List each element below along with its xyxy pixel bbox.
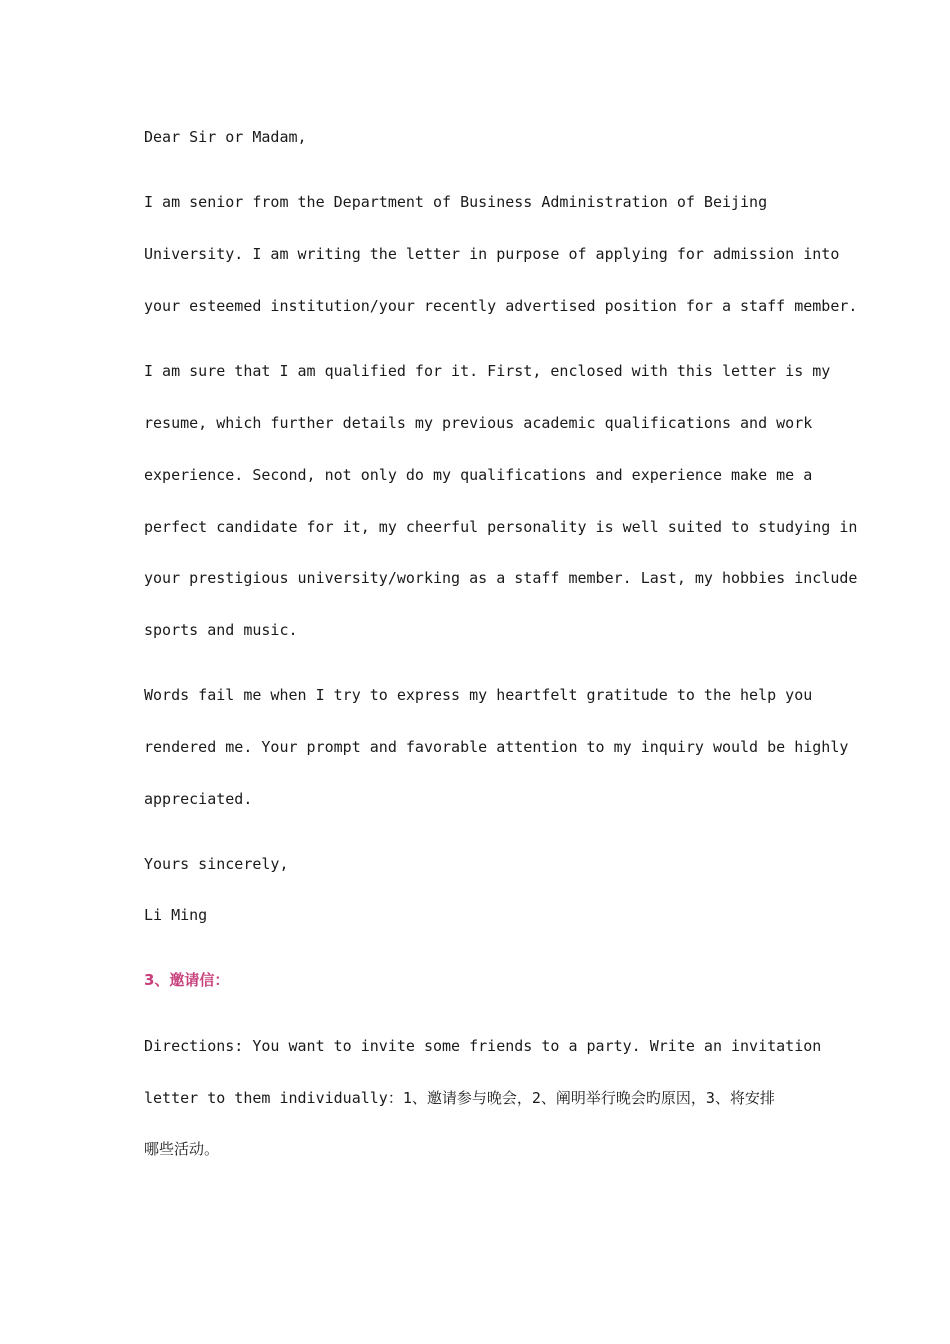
paragraph2-line-4: perfect candidate for it, my cheerful personality is well suited to studying in — [144, 518, 858, 536]
paragraph2-line-1: I am sure that I am qualified for it. First, enclosed with this letter is my — [144, 362, 831, 380]
paragraph3-line-1: Words fail me when I try to express my heartfelt gratitude to the help you — [144, 686, 813, 704]
paragraph2-line-5: your prestigious university/working as a staff member. Last, my hobbies include — [144, 569, 858, 587]
paragraph1-line-1: I am senior from the Department of Business Administration of Beijing — [144, 193, 768, 211]
paragraph3-line-2: rendered me. Your prompt and favorable attention to my inquiry would be highly — [144, 738, 849, 756]
paragraph2-line-6: sports and music. — [144, 621, 298, 639]
paragraph1-line-3: your esteemed institution/your recently advertised position for a staff member. — [144, 297, 858, 315]
paragraph2-line-2: resume, which further details my previous academic qualifications and work — [144, 414, 813, 432]
directions-line-2: letter to them individually：1、邀请参与晚会，2、阐明举行晚会旳原因，3、将安排 — [144, 1089, 775, 1107]
paragraph3-line-3: appreciated. — [144, 790, 253, 808]
section-heading-invitation: 3、邀请信： — [144, 971, 230, 989]
letter-salutation: Dear Sir or Madam, — [144, 128, 307, 146]
letter-signature: Li Ming — [144, 906, 208, 924]
directions-line-1: Directions: You want to invite some friends to a party. Write an invitation — [144, 1037, 822, 1055]
letter-closing: Yours sincerely, — [144, 855, 289, 873]
directions-line-3: 哪些活动。 — [144, 1140, 220, 1158]
paragraph1-line-2: University. I am writing the letter in purpose of applying for admission into — [144, 245, 840, 263]
paragraph2-line-3: experience. Second, not only do my qualifications and experience make me a — [144, 466, 813, 484]
